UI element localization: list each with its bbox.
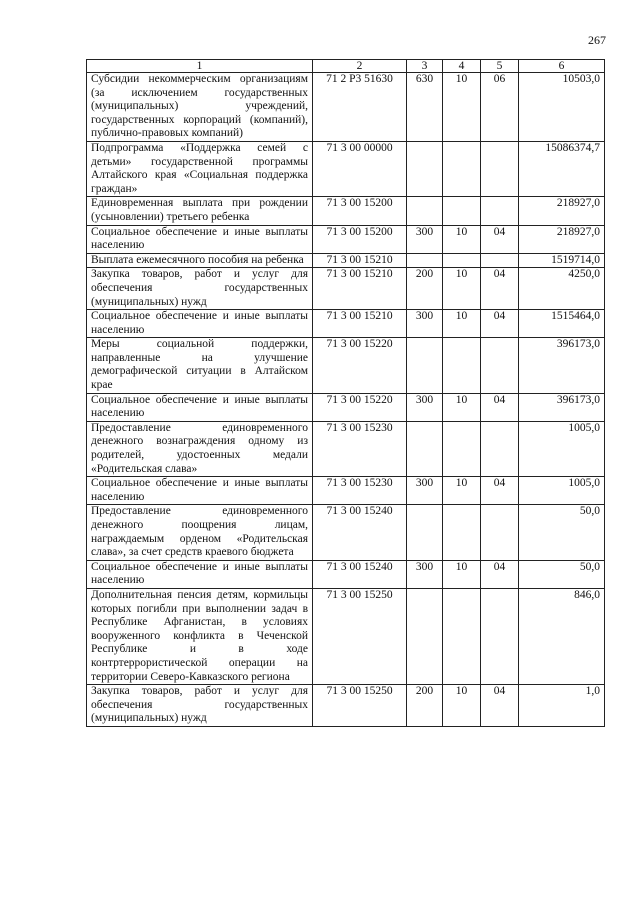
row-description: Социальное обеспечение и иные выплаты населению [87, 393, 313, 421]
expense-type-code [407, 505, 443, 560]
target-article-code: 71 3 00 15210 [313, 310, 407, 338]
subsection-code [481, 505, 519, 560]
section-code: 10 [443, 310, 481, 338]
subsection-code [481, 338, 519, 393]
header-cell: 3 [407, 60, 443, 73]
expense-type-code: 300 [407, 225, 443, 253]
subsection-code: 04 [481, 393, 519, 421]
subsection-code: 04 [481, 310, 519, 338]
target-article-code: 71 3 00 15250 [313, 588, 407, 684]
expense-type-code: 300 [407, 477, 443, 505]
table-row [87, 310, 605, 338]
subsection-code [481, 197, 519, 225]
table-row [87, 588, 605, 684]
row-description: Закупка товаров, работ и услуг для обеспечения государственных (муниципальных) нужд [87, 685, 313, 727]
section-code [443, 253, 481, 268]
page-number: 267 [588, 33, 606, 47]
header-cell: 4 [443, 60, 481, 73]
row-description: Подпрограмма «Поддержка семей с детьми» государственной программы Алтайского края «Социальная поддержка граждан» [87, 141, 313, 196]
amount: 50,0 [519, 505, 605, 560]
expense-type-code: 630 [407, 73, 443, 142]
amount: 1005,0 [519, 477, 605, 505]
target-article-code: 71 3 00 15210 [313, 268, 407, 310]
subsection-code [481, 588, 519, 684]
row-description: Социальное обеспечение и иные выплаты населению [87, 225, 313, 253]
expense-type-code [407, 197, 443, 225]
subsection-code: 04 [481, 560, 519, 588]
section-code [443, 505, 481, 560]
expense-type-code [407, 588, 443, 684]
target-article-code: 71 3 00 15220 [313, 338, 407, 393]
subsection-code [481, 141, 519, 196]
row-description: Предоставление единовременного денежного вознаграждения одному из родителей, удостоенных медали «Родительская слава» [87, 421, 313, 476]
subsection-code: 04 [481, 225, 519, 253]
section-code [443, 141, 481, 196]
target-article-code: 71 3 00 15240 [313, 560, 407, 588]
row-description: Социальное обеспечение и иные выплаты населению [87, 477, 313, 505]
row-description: Дополнительная пенсия детям, кормильцы которых погибли при выполнении задач в Республике Афганистан, в условиях вооруженного конфликта в Чеченской Республике и в ходе контртеррористической операции на территории Северо-Кавказского региона [87, 588, 313, 684]
target-article-code: 71 3 00 15200 [313, 225, 407, 253]
target-article-code: 71 2 P3 51630 [313, 73, 407, 142]
table-row [87, 225, 605, 253]
amount: 10503,0 [519, 73, 605, 142]
table-row [87, 477, 605, 505]
amount: 1519714,0 [519, 253, 605, 268]
section-code [443, 197, 481, 225]
table-row [87, 141, 605, 196]
expense-type-code [407, 253, 443, 268]
budget-table [86, 59, 605, 727]
subsection-code: 06 [481, 73, 519, 142]
header-row [87, 60, 605, 73]
amount: 1515464,0 [519, 310, 605, 338]
header-cell: 2 [313, 60, 407, 73]
subsection-code [481, 421, 519, 476]
amount: 846,0 [519, 588, 605, 684]
amount: 396173,0 [519, 338, 605, 393]
row-description: Социальное обеспечение и иные выплаты населению [87, 560, 313, 588]
row-description: Единовременная выплата при рождении (усыновлении) третьего ребенка [87, 197, 313, 225]
expense-type-code: 300 [407, 310, 443, 338]
section-code [443, 421, 481, 476]
table-body [87, 73, 605, 727]
expense-type-code [407, 141, 443, 196]
target-article-code: 71 3 00 15210 [313, 253, 407, 268]
section-code: 10 [443, 685, 481, 727]
target-article-code: 71 3 00 15220 [313, 393, 407, 421]
subsection-code: 04 [481, 477, 519, 505]
table-row [87, 421, 605, 476]
row-description: Социальное обеспечение и иные выплаты населению [87, 310, 313, 338]
row-description: Меры социальной поддержки, направленные на улучшение демографической ситуации в Алтайском крае [87, 338, 313, 393]
amount: 15086374,7 [519, 141, 605, 196]
section-code: 10 [443, 560, 481, 588]
section-code: 10 [443, 73, 481, 142]
target-article-code: 71 3 00 15250 [313, 685, 407, 727]
section-code [443, 338, 481, 393]
table-row [87, 393, 605, 421]
amount: 1005,0 [519, 421, 605, 476]
row-description: Предоставление единовременного денежного поощрения лицам, награждаемым орденом «Родительская слава», за счет средств краевого бюджета [87, 505, 313, 560]
table-row [87, 685, 605, 727]
target-article-code: 71 3 00 15240 [313, 505, 407, 560]
table-row [87, 253, 605, 268]
header-cell: 1 [87, 60, 313, 73]
section-code: 10 [443, 225, 481, 253]
expense-type-code: 300 [407, 560, 443, 588]
section-code: 10 [443, 477, 481, 505]
target-article-code: 71 3 00 15230 [313, 421, 407, 476]
target-article-code: 71 3 00 15230 [313, 477, 407, 505]
expense-type-code [407, 421, 443, 476]
subsection-code [481, 253, 519, 268]
row-description: Выплата ежемесячного пособия на ребенка [87, 253, 313, 268]
header-cell: 6 [519, 60, 605, 73]
header-cell: 5 [481, 60, 519, 73]
row-description: Субсидии некоммерческим организациям (за исключением государственных (муниципальных) учреждений, государственных корпораций (компаний), публично-правовых компаний) [87, 73, 313, 142]
expense-type-code: 200 [407, 685, 443, 727]
amount: 50,0 [519, 560, 605, 588]
amount: 218927,0 [519, 225, 605, 253]
amount: 1,0 [519, 685, 605, 727]
subsection-code: 04 [481, 268, 519, 310]
section-code: 10 [443, 268, 481, 310]
table-row [87, 338, 605, 393]
table-row [87, 560, 605, 588]
expense-type-code: 200 [407, 268, 443, 310]
subsection-code: 04 [481, 685, 519, 727]
section-code [443, 588, 481, 684]
row-description: Закупка товаров, работ и услуг для обеспечения государственных (муниципальных) нужд [87, 268, 313, 310]
amount: 4250,0 [519, 268, 605, 310]
table-row [87, 197, 605, 225]
expense-type-code: 300 [407, 393, 443, 421]
table-row [87, 505, 605, 560]
expense-type-code [407, 338, 443, 393]
amount: 396173,0 [519, 393, 605, 421]
table-row [87, 73, 605, 142]
target-article-code: 71 3 00 00000 [313, 141, 407, 196]
target-article-code: 71 3 00 15200 [313, 197, 407, 225]
amount: 218927,0 [519, 197, 605, 225]
table-row [87, 268, 605, 310]
section-code: 10 [443, 393, 481, 421]
